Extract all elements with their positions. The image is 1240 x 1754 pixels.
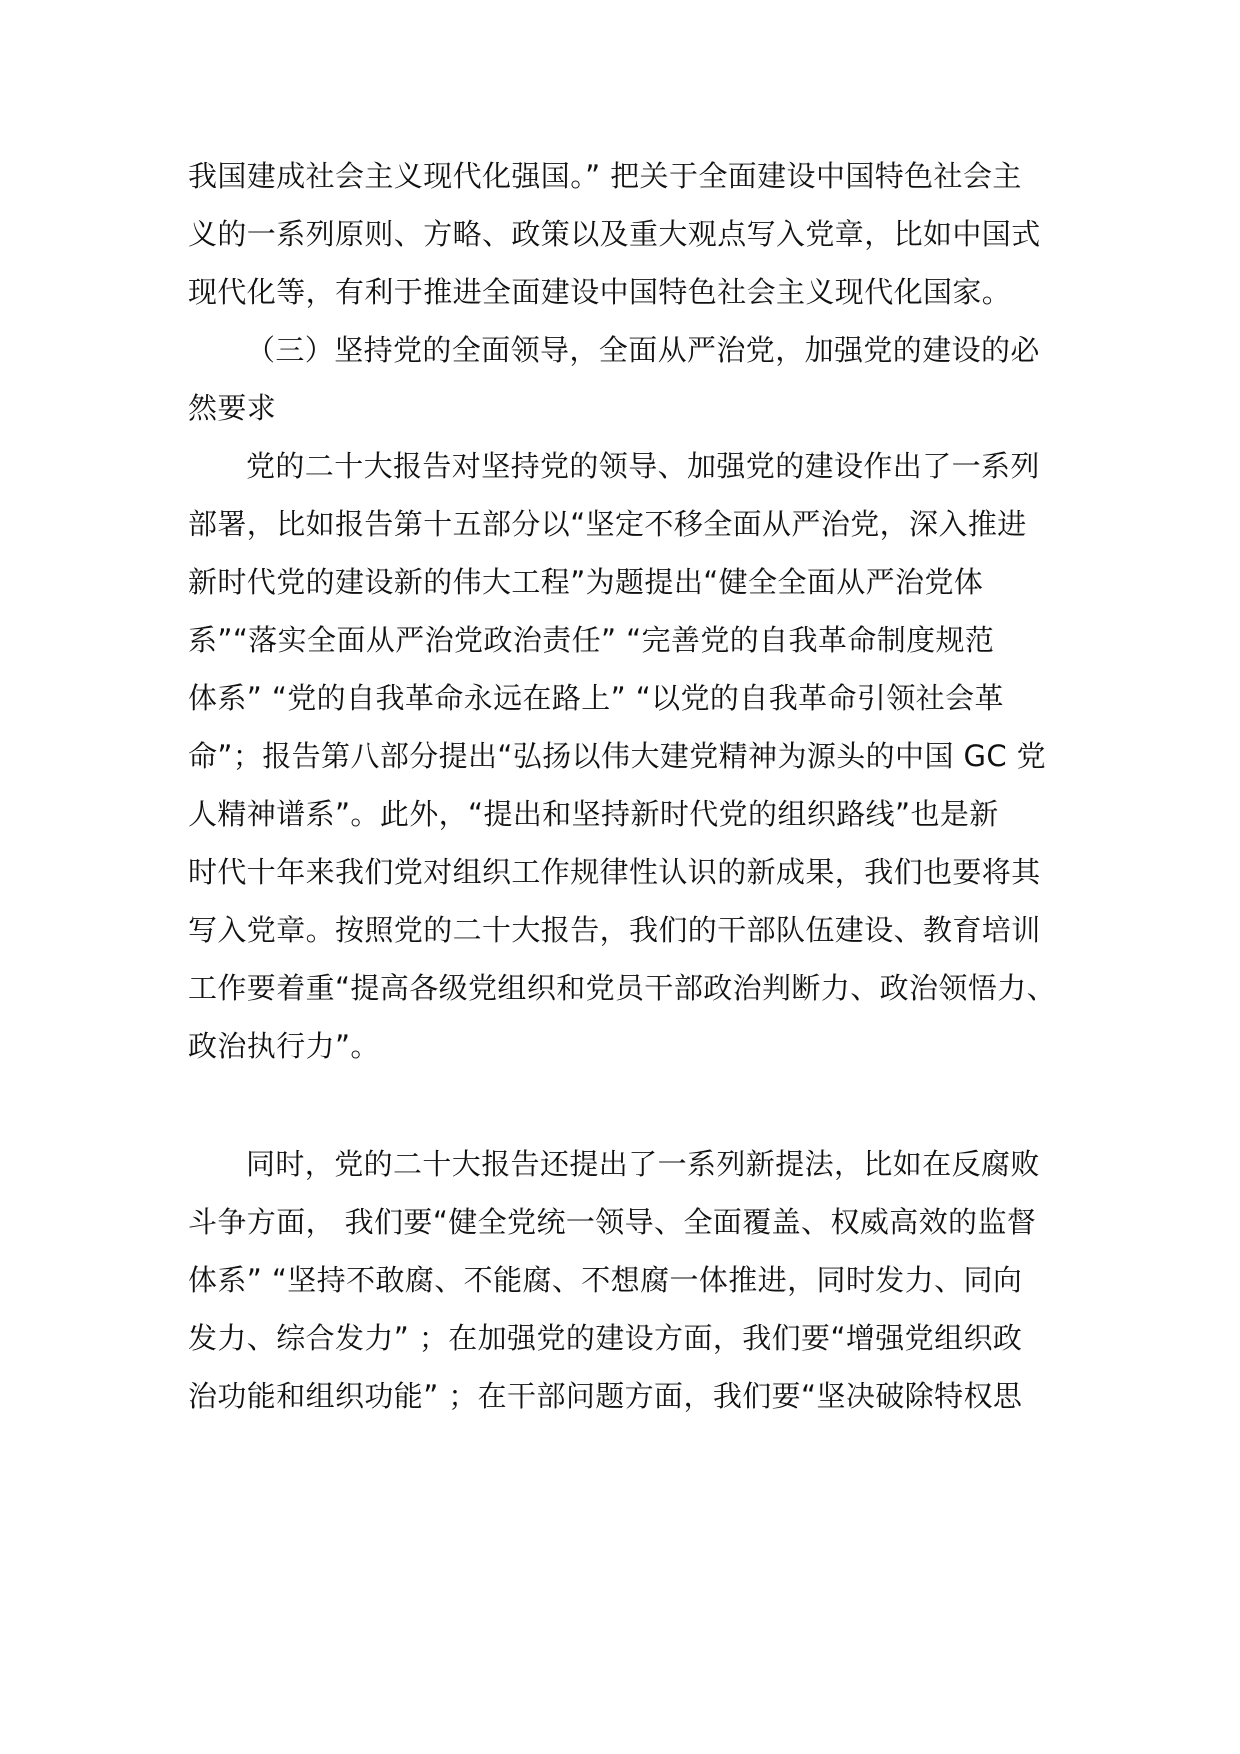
text-line: 政治执行力”。: [188, 1029, 380, 1063]
section-heading: （三）坚持党的全面领导，全面从严治党，加强党的建设的必: [246, 333, 1040, 367]
text-line: 系”“落实全面从严治党政治责任” “完善党的自我革命制度规范: [188, 623, 995, 657]
text-line: 治功能和组织功能” ；在干部问题方面，我们要“坚决破除特权思: [188, 1379, 1023, 1413]
text-line: 体系” “党的自我革命永远在路上” “以党的自我革命引领社会革: [188, 681, 1004, 715]
text-line: 部署，比如报告第十五部分以“坚定不移全面从严治党，深入推进: [188, 507, 1027, 541]
text-line: 新时代党的建设新的伟大工程”为题提出“健全全面从严治党体: [188, 565, 984, 599]
text-line: 义的一系列原则、方略、政策以及重大观点写入党章，比如中国式: [188, 217, 1041, 251]
text-line: 我国建成社会主义现代化强国。” 把关于全面建设中国特色社会主: [188, 159, 1022, 193]
text-line: 现代化等，有利于推进全面建设中国特色社会主义现代化国家。: [188, 275, 1012, 309]
text-line: 人精神谱系”。此外，“提出和坚持新时代党的组织路线”也是新: [188, 797, 999, 831]
text-line: 发力、综合发力” ；在加强党的建设方面，我们要“增强党组织政: [188, 1321, 1023, 1355]
text-line: 写入党章。按照党的二十大报告，我们的干部队伍建设、教育培训: [188, 913, 1041, 947]
text-line: 命”；报告第八部分提出“弘扬以伟大建党精神为源头的中国 GC 党: [188, 739, 1047, 773]
text-line: 时代十年来我们党对组织工作规律性认识的新成果，我们也要将其: [188, 855, 1041, 889]
text-line: 体系” “坚持不敢腐、不能腐、不想腐一体推进，同时发力、同向: [188, 1263, 1023, 1297]
paragraph-first-line: 同时，党的二十大报告还提出了一系列新提法，比如在反腐败: [246, 1147, 1040, 1181]
text-line: 工作要着重“提高各级党组织和党员干部政治判断力、政治领悟力、: [188, 971, 1057, 1005]
text-line: 斗争方面， 我们要“健全党统一领导、全面覆盖、权威高效的监督: [188, 1205, 1037, 1239]
section-heading-continued: 然要求: [188, 391, 277, 425]
paragraph-first-line: 党的二十大报告对坚持党的领导、加强党的建设作出了一系列: [246, 449, 1040, 483]
